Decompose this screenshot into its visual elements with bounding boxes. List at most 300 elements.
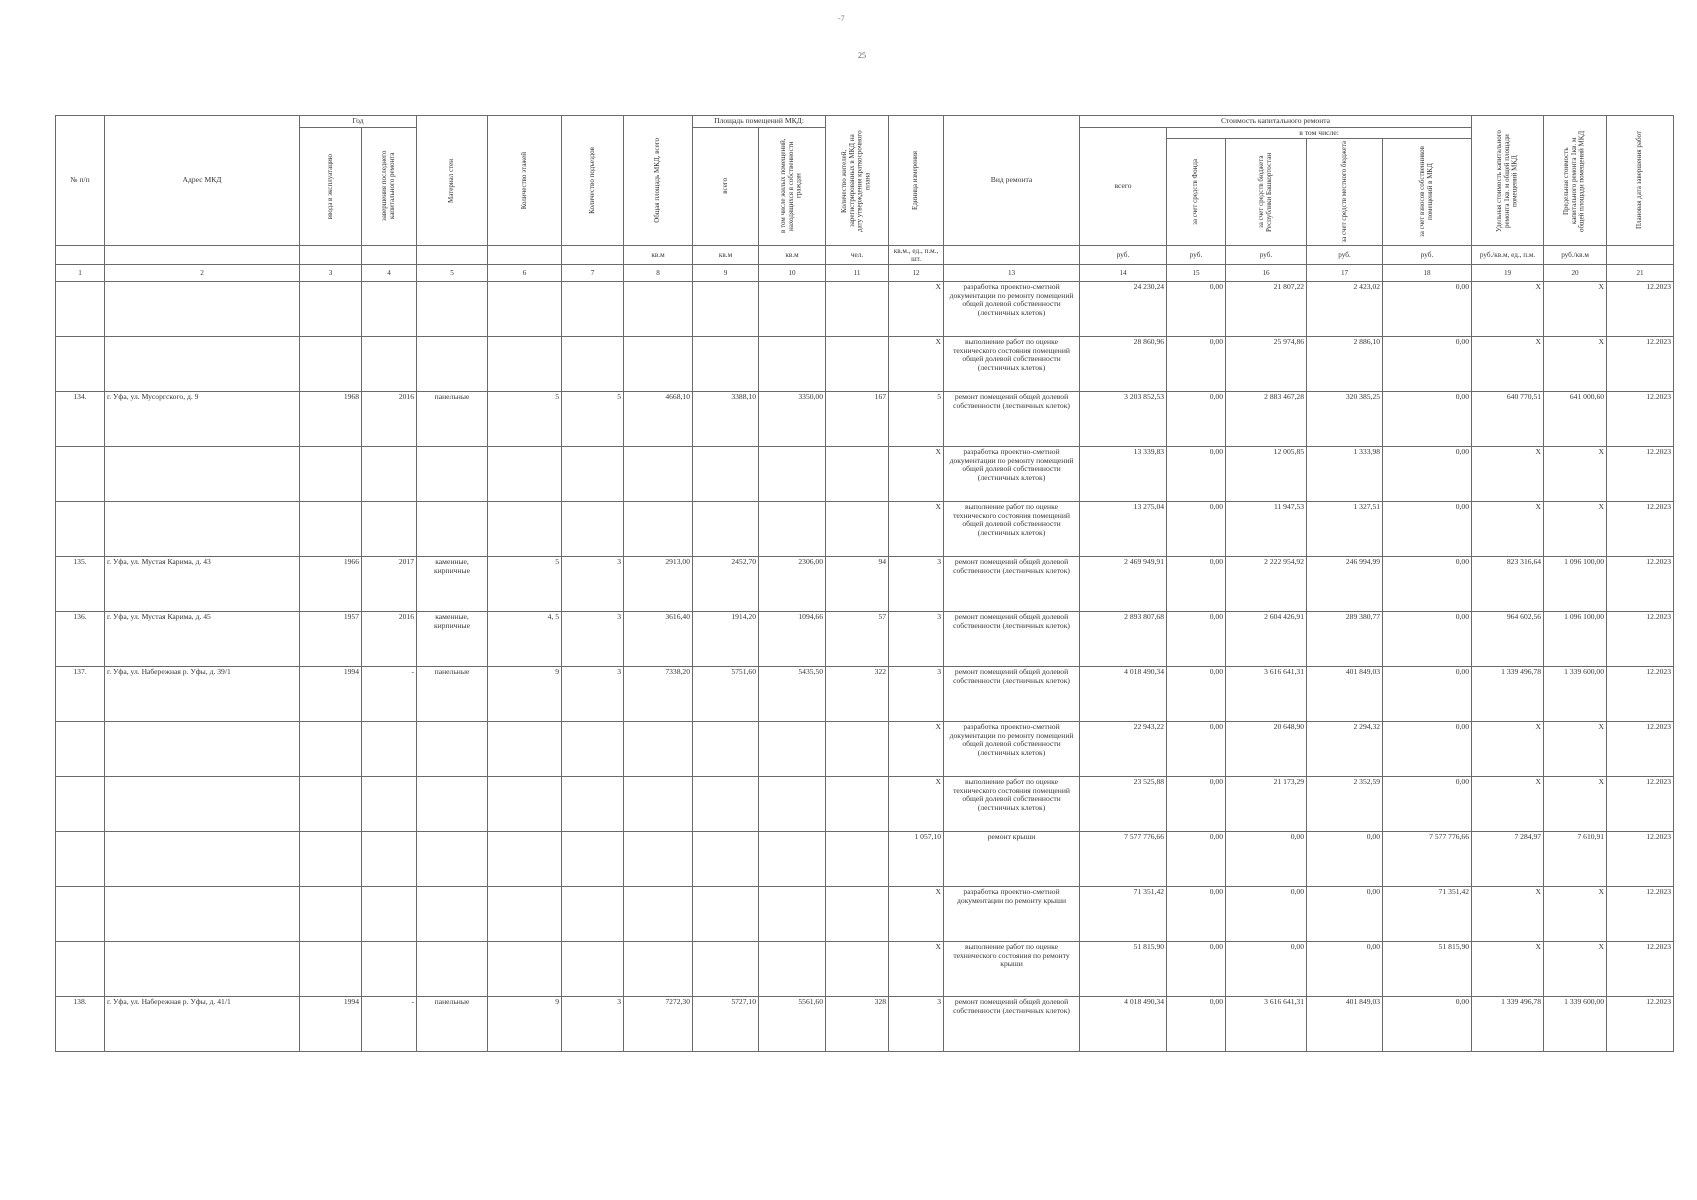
cell-floors: 4, 5 xyxy=(488,612,562,667)
cell-unit: 3 xyxy=(889,667,944,722)
col-number: 20 xyxy=(1544,265,1607,282)
cell-total: 23 525,88 xyxy=(1080,777,1167,832)
cell-floors xyxy=(488,887,562,942)
cell-area-all xyxy=(693,447,759,502)
cell-own: 0,00 xyxy=(1383,997,1472,1052)
hdr-address: Адрес МКД xyxy=(105,116,300,246)
unit-cell: кв.м xyxy=(759,246,826,265)
col-number: 18 xyxy=(1383,265,1472,282)
hdr-max-cost: Предельная стоимость капитального ремонта 1кв. м общей площади помещений МКД xyxy=(1544,116,1607,246)
cell-loc: 0,00 xyxy=(1307,942,1383,997)
cell-unit: X xyxy=(889,337,944,392)
table-row xyxy=(56,942,1674,997)
cell-entr: 5 xyxy=(562,392,624,447)
cell-date: 12.2023 xyxy=(1607,722,1674,777)
cell-people: 94 xyxy=(826,557,889,612)
cell-work: ремонт помещений общей долевой собственности (лестничных клеток) xyxy=(944,557,1080,612)
cell-area-res xyxy=(759,447,826,502)
unit-cell: чел. xyxy=(826,246,889,265)
hdr-year-last-repair: завершения последнего капитального ремонта xyxy=(362,127,417,246)
cell-unit: X xyxy=(889,942,944,997)
col-number: 6 xyxy=(488,265,562,282)
cell-date: 12.2023 xyxy=(1607,777,1674,832)
cell-y1 xyxy=(300,502,362,557)
cell-material: панельные xyxy=(417,392,488,447)
cell-address xyxy=(105,887,300,942)
cell-area xyxy=(624,942,693,997)
col-number: 3 xyxy=(300,265,362,282)
top-mark: -7 xyxy=(838,14,845,23)
cell-material xyxy=(417,942,488,997)
cell-own: 51 815,90 xyxy=(1383,942,1472,997)
cell-address xyxy=(105,337,300,392)
cell-work: ремонт помещений общей долевой собственности (лестничных клеток) xyxy=(944,392,1080,447)
cell-material: панельные xyxy=(417,667,488,722)
cell-own: 0,00 xyxy=(1383,777,1472,832)
cell-material xyxy=(417,447,488,502)
cell-floors xyxy=(488,282,562,337)
cell-area-all xyxy=(693,337,759,392)
cell-loc: 320 385,25 xyxy=(1307,392,1383,447)
cell-area-all xyxy=(693,887,759,942)
hdr-cost-regional: за счет средств бюджета Республики Башкортостан xyxy=(1226,139,1307,246)
col-number: 21 xyxy=(1607,265,1674,282)
cell-reg: 3 616 641,31 xyxy=(1226,667,1307,722)
col-number: 2 xyxy=(105,265,300,282)
cell-y2 xyxy=(362,447,417,502)
cell-area xyxy=(624,337,693,392)
cell-address xyxy=(105,282,300,337)
cell-unit: X xyxy=(889,722,944,777)
unit-cell: кв.м., ед., п.м., шт. xyxy=(889,246,944,265)
cell-fund: 0,00 xyxy=(1167,612,1226,667)
unit-cell xyxy=(105,246,300,265)
cell-material xyxy=(417,887,488,942)
cell-total: 7 577 776,66 xyxy=(1080,832,1167,887)
cell-area-all xyxy=(693,832,759,887)
cell-material: панельные xyxy=(417,997,488,1052)
cell-address xyxy=(105,447,300,502)
cell-loc: 246 994,99 xyxy=(1307,557,1383,612)
cell-ulim: X xyxy=(1544,337,1607,392)
cell-fund: 0,00 xyxy=(1167,997,1226,1052)
cell-own: 0,00 xyxy=(1383,282,1472,337)
cell-y2: - xyxy=(362,997,417,1052)
cell-y2: 2016 xyxy=(362,612,417,667)
cell-y1: 1968 xyxy=(300,392,362,447)
cell-floors xyxy=(488,832,562,887)
cell-total: 24 230,24 xyxy=(1080,282,1167,337)
cell-area-res xyxy=(759,777,826,832)
cell-y1 xyxy=(300,832,362,887)
cell-y2 xyxy=(362,942,417,997)
cell-people xyxy=(826,942,889,997)
cell-own: 0,00 xyxy=(1383,557,1472,612)
cell-reg: 20 648,90 xyxy=(1226,722,1307,777)
cell-fund: 0,00 xyxy=(1167,887,1226,942)
cell-entr: 3 xyxy=(562,997,624,1052)
cell-work: ремонт крыши xyxy=(944,832,1080,887)
cell-own: 0,00 xyxy=(1383,392,1472,447)
cell-own: 71 351,42 xyxy=(1383,887,1472,942)
cell-material xyxy=(417,337,488,392)
cell-address: г. Уфа, ул. Набережная р. Уфы, д. 39/1 xyxy=(105,667,300,722)
cell-area: 3616,40 xyxy=(624,612,693,667)
cell-loc: 2 294,32 xyxy=(1307,722,1383,777)
cell-total: 13 339,83 xyxy=(1080,447,1167,502)
cell-y1 xyxy=(300,447,362,502)
cell-people xyxy=(826,887,889,942)
cell-y1 xyxy=(300,337,362,392)
unit-cell xyxy=(300,246,362,265)
cell-area-res xyxy=(759,722,826,777)
cell-total: 13 275,04 xyxy=(1080,502,1167,557)
cell-total: 28 860,96 xyxy=(1080,337,1167,392)
table-row xyxy=(56,997,1674,1052)
cell-date: 12.2023 xyxy=(1607,997,1674,1052)
col-number: 1 xyxy=(56,265,105,282)
col-number: 7 xyxy=(562,265,624,282)
cell-ucost: 640 770,51 xyxy=(1472,392,1544,447)
cell-num xyxy=(56,337,105,392)
table-row xyxy=(56,612,1674,667)
cell-area-res: 3350,00 xyxy=(759,392,826,447)
cell-work: разработка проектно-сметной документации по ремонту помещений общей долевой собственности (лестничных клеток) xyxy=(944,282,1080,337)
cell-num xyxy=(56,502,105,557)
cell-entr: 3 xyxy=(562,667,624,722)
cell-floors: 5 xyxy=(488,557,562,612)
hdr-cost-local: за счет средств местного бюджета xyxy=(1307,139,1383,246)
unit-cell xyxy=(417,246,488,265)
cell-address: г. Уфа, ул. Мусоргского, д. 9 xyxy=(105,392,300,447)
cell-area-all xyxy=(693,942,759,997)
cell-area-all: 2452,70 xyxy=(693,557,759,612)
cell-total: 4 018 490,34 xyxy=(1080,997,1167,1052)
cell-ucost: X xyxy=(1472,887,1544,942)
cell-reg: 11 947,53 xyxy=(1226,502,1307,557)
cell-reg: 2 222 954,92 xyxy=(1226,557,1307,612)
unit-cell: руб. xyxy=(1226,246,1307,265)
cell-ulim: 1 339 600,00 xyxy=(1544,997,1607,1052)
cell-y2 xyxy=(362,282,417,337)
cell-total: 3 203 852,53 xyxy=(1080,392,1167,447)
cell-people xyxy=(826,722,889,777)
hdr-entrances: Количество подъездов xyxy=(562,116,624,246)
unit-cell xyxy=(362,246,417,265)
cell-total: 4 018 490,34 xyxy=(1080,667,1167,722)
cell-date: 12.2023 xyxy=(1607,887,1674,942)
cell-date: 12.2023 xyxy=(1607,392,1674,447)
cell-ucost: X xyxy=(1472,942,1544,997)
cell-unit: 3 xyxy=(889,997,944,1052)
cell-date: 12.2023 xyxy=(1607,447,1674,502)
cell-material xyxy=(417,282,488,337)
cell-area-all: 1914,20 xyxy=(693,612,759,667)
cell-y1: 1966 xyxy=(300,557,362,612)
cell-material xyxy=(417,832,488,887)
cell-address xyxy=(105,722,300,777)
hdr-area-total: всего xyxy=(693,127,759,246)
cell-address xyxy=(105,942,300,997)
hdr-unit-cost: Удельная стоимость капитального ремонта 1кв. м общей площади помещений МКД xyxy=(1472,116,1544,246)
cell-y2 xyxy=(362,832,417,887)
unit-cell: руб. xyxy=(1167,246,1226,265)
cell-fund: 0,00 xyxy=(1167,722,1226,777)
cell-ucost: X xyxy=(1472,282,1544,337)
cell-date: 12.2023 xyxy=(1607,337,1674,392)
cell-fund: 0,00 xyxy=(1167,777,1226,832)
hdr-num: № п/п xyxy=(56,116,105,246)
cell-num xyxy=(56,282,105,337)
unit-cell: руб. xyxy=(1307,246,1383,265)
cell-num xyxy=(56,832,105,887)
cell-work: выполнение работ по оценке технического состояния помещений общей долевой собственности (лестничных клеток) xyxy=(944,777,1080,832)
cell-floors: 5 xyxy=(488,392,562,447)
hdr-material: Материал стен xyxy=(417,116,488,246)
cell-unit: X xyxy=(889,447,944,502)
cell-entr xyxy=(562,722,624,777)
cell-loc: 401 849,03 xyxy=(1307,997,1383,1052)
hdr-cost-owners: за счет взносов собственников помещений в МКД xyxy=(1383,139,1472,246)
table-row xyxy=(56,667,1674,722)
cell-area: 7272,30 xyxy=(624,997,693,1052)
unit-cell: кв.м xyxy=(693,246,759,265)
cell-ulim: X xyxy=(1544,722,1607,777)
hdr-cost-total: всего xyxy=(1080,127,1167,246)
cell-area-all: 3388,10 xyxy=(693,392,759,447)
cell-entr: 3 xyxy=(562,557,624,612)
cell-work: ремонт помещений общей долевой собственности (лестничных клеток) xyxy=(944,612,1080,667)
cell-people xyxy=(826,282,889,337)
cell-num xyxy=(56,777,105,832)
cell-ucost: X xyxy=(1472,447,1544,502)
cell-loc: 2 886,10 xyxy=(1307,337,1383,392)
cell-material: каменные, кирпичные xyxy=(417,557,488,612)
cell-floors xyxy=(488,777,562,832)
cell-reg: 3 616 641,31 xyxy=(1226,997,1307,1052)
cell-area xyxy=(624,777,693,832)
cell-y2 xyxy=(362,337,417,392)
cell-loc: 0,00 xyxy=(1307,832,1383,887)
cell-work: выполнение работ по оценке технического состояния помещений общей долевой собственности (лестничных клеток) xyxy=(944,502,1080,557)
cell-entr xyxy=(562,337,624,392)
cell-area xyxy=(624,722,693,777)
cell-entr xyxy=(562,942,624,997)
cell-date: 12.2023 xyxy=(1607,942,1674,997)
cell-entr xyxy=(562,502,624,557)
cell-ucost: X xyxy=(1472,722,1544,777)
cell-date: 12.2023 xyxy=(1607,832,1674,887)
cell-y1 xyxy=(300,282,362,337)
cell-area-all xyxy=(693,502,759,557)
unit-cell xyxy=(488,246,562,265)
cell-y2 xyxy=(362,722,417,777)
table-row xyxy=(56,777,1674,832)
cell-reg: 0,00 xyxy=(1226,887,1307,942)
cell-unit: X xyxy=(889,502,944,557)
cell-num xyxy=(56,942,105,997)
cell-own: 0,00 xyxy=(1383,502,1472,557)
cell-reg: 0,00 xyxy=(1226,942,1307,997)
cell-own: 0,00 xyxy=(1383,667,1472,722)
cell-unit: X xyxy=(889,282,944,337)
cell-ucost: X xyxy=(1472,502,1544,557)
cell-ulim: 7 610,91 xyxy=(1544,832,1607,887)
cell-y1 xyxy=(300,722,362,777)
cell-ulim: 1 096 100,00 xyxy=(1544,612,1607,667)
hdr-area-residential: в том числе жилых помещений, находящихся в собственности граждан xyxy=(759,127,826,246)
cell-entr xyxy=(562,832,624,887)
cell-y2: 2016 xyxy=(362,392,417,447)
cell-reg: 0,00 xyxy=(1226,832,1307,887)
cell-ulim: X xyxy=(1544,887,1607,942)
cell-fund: 0,00 xyxy=(1167,502,1226,557)
cell-area-res: 2306,00 xyxy=(759,557,826,612)
page-number: 25 xyxy=(858,51,866,60)
table-row xyxy=(56,722,1674,777)
unit-cell: руб. xyxy=(1080,246,1167,265)
cell-y2 xyxy=(362,887,417,942)
cell-loc: 1 333,98 xyxy=(1307,447,1383,502)
cell-floors: 9 xyxy=(488,997,562,1052)
cell-fund: 0,00 xyxy=(1167,282,1226,337)
cell-area xyxy=(624,282,693,337)
col-number: 19 xyxy=(1472,265,1544,282)
hdr-year-commission: ввода в эксплуатацию xyxy=(300,127,362,246)
cell-num: 135. xyxy=(56,557,105,612)
cell-area: 7338,20 xyxy=(624,667,693,722)
cell-y1 xyxy=(300,887,362,942)
cell-work: разработка проектно-сметной документации по ремонту помещений общей долевой собственности (лестничных клеток) xyxy=(944,447,1080,502)
col-number: 4 xyxy=(362,265,417,282)
col-number: 9 xyxy=(693,265,759,282)
cell-work: разработка проектно-сметной документации по ремонту помещений общей долевой собственности (лестничных клеток) xyxy=(944,722,1080,777)
cell-address xyxy=(105,777,300,832)
cell-reg: 21 807,22 xyxy=(1226,282,1307,337)
cell-work: разработка проектно-сметной документации по ремонту крыши xyxy=(944,887,1080,942)
cell-date: 12.2023 xyxy=(1607,502,1674,557)
cell-area-all xyxy=(693,282,759,337)
cell-address xyxy=(105,832,300,887)
cell-reg: 2 883 467,28 xyxy=(1226,392,1307,447)
hdr-area-group: Площадь помещений МКД: xyxy=(693,116,826,128)
cell-material xyxy=(417,777,488,832)
table-row xyxy=(56,447,1674,502)
cell-people: 328 xyxy=(826,997,889,1052)
cell-area-res xyxy=(759,502,826,557)
cell-unit: 1 057,10 xyxy=(889,832,944,887)
unit-cell xyxy=(56,246,105,265)
cell-area xyxy=(624,887,693,942)
cell-ulim: 1 096 100,00 xyxy=(1544,557,1607,612)
hdr-cost-group: Стоимость капитального ремонта xyxy=(1080,116,1472,128)
cell-total: 71 351,42 xyxy=(1080,887,1167,942)
unit-cell xyxy=(562,246,624,265)
cell-loc: 1 327,51 xyxy=(1307,502,1383,557)
col-number: 13 xyxy=(944,265,1080,282)
cell-reg: 21 173,29 xyxy=(1226,777,1307,832)
cell-date: 12.2023 xyxy=(1607,667,1674,722)
cell-fund: 0,00 xyxy=(1167,392,1226,447)
cell-loc: 2 352,59 xyxy=(1307,777,1383,832)
cell-floors xyxy=(488,447,562,502)
cell-y2 xyxy=(362,502,417,557)
cell-area-all xyxy=(693,722,759,777)
cell-unit: 3 xyxy=(889,557,944,612)
cell-ulim: X xyxy=(1544,447,1607,502)
cell-total: 2 469 949,91 xyxy=(1080,557,1167,612)
cell-entr xyxy=(562,282,624,337)
cell-ucost: X xyxy=(1472,777,1544,832)
unit-cell xyxy=(944,246,1080,265)
cell-floors xyxy=(488,502,562,557)
unit-cell xyxy=(1607,246,1674,265)
cell-area-res xyxy=(759,942,826,997)
cell-ulim: 641 000,60 xyxy=(1544,392,1607,447)
cell-num: 136. xyxy=(56,612,105,667)
cell-unit: X xyxy=(889,777,944,832)
cell-own: 7 577 776,66 xyxy=(1383,832,1472,887)
cell-ucost: 1 339 496,78 xyxy=(1472,667,1544,722)
repair-plan-table xyxy=(55,115,1674,1052)
cell-reg: 12 005,85 xyxy=(1226,447,1307,502)
cell-y2: - xyxy=(362,667,417,722)
cell-fund: 0,00 xyxy=(1167,557,1226,612)
col-number: 17 xyxy=(1307,265,1383,282)
table-row xyxy=(56,832,1674,887)
unit-cell: руб./кв.м xyxy=(1544,246,1607,265)
col-number: 10 xyxy=(759,265,826,282)
hdr-planned-date: Плановая дата завершения работ xyxy=(1607,116,1674,246)
cell-num: 138. xyxy=(56,997,105,1052)
unit-cell: руб. xyxy=(1383,246,1472,265)
cell-fund: 0,00 xyxy=(1167,447,1226,502)
cell-people xyxy=(826,832,889,887)
cell-date: 12.2023 xyxy=(1607,557,1674,612)
cell-own: 0,00 xyxy=(1383,612,1472,667)
col-number: 5 xyxy=(417,265,488,282)
col-number: 16 xyxy=(1226,265,1307,282)
cell-fund: 0,00 xyxy=(1167,942,1226,997)
cell-area-all: 5751,60 xyxy=(693,667,759,722)
cell-entr: 3 xyxy=(562,612,624,667)
hdr-cost-fund: за счет средств Фонда xyxy=(1167,139,1226,246)
cell-ulim: 1 339 600,00 xyxy=(1544,667,1607,722)
cell-ulim: X xyxy=(1544,282,1607,337)
col-number: 14 xyxy=(1080,265,1167,282)
hdr-year: Год xyxy=(300,116,417,128)
hdr-residents: Количество жителей, зарегистрированных в МКД на дату утверждения краткосрочного плана xyxy=(826,116,889,246)
cell-num: 134. xyxy=(56,392,105,447)
cell-entr xyxy=(562,447,624,502)
cell-num xyxy=(56,722,105,777)
cell-loc: 0,00 xyxy=(1307,887,1383,942)
cell-material xyxy=(417,502,488,557)
cell-address: г. Уфа, ул. Мустая Карима, д. 45 xyxy=(105,612,300,667)
col-number: 11 xyxy=(826,265,889,282)
cell-total: 2 893 807,68 xyxy=(1080,612,1167,667)
cell-people xyxy=(826,447,889,502)
cell-area-res xyxy=(759,337,826,392)
cell-area: 2913,00 xyxy=(624,557,693,612)
cell-floors xyxy=(488,942,562,997)
table-row xyxy=(56,557,1674,612)
cell-people xyxy=(826,777,889,832)
table-row xyxy=(56,502,1674,557)
cell-material: каменные, кирпичные xyxy=(417,612,488,667)
cell-work: выполнение работ по оценке технического состояния по ремонту крыши xyxy=(944,942,1080,997)
unit-cell: руб./кв.м, ед., п.м. xyxy=(1472,246,1544,265)
